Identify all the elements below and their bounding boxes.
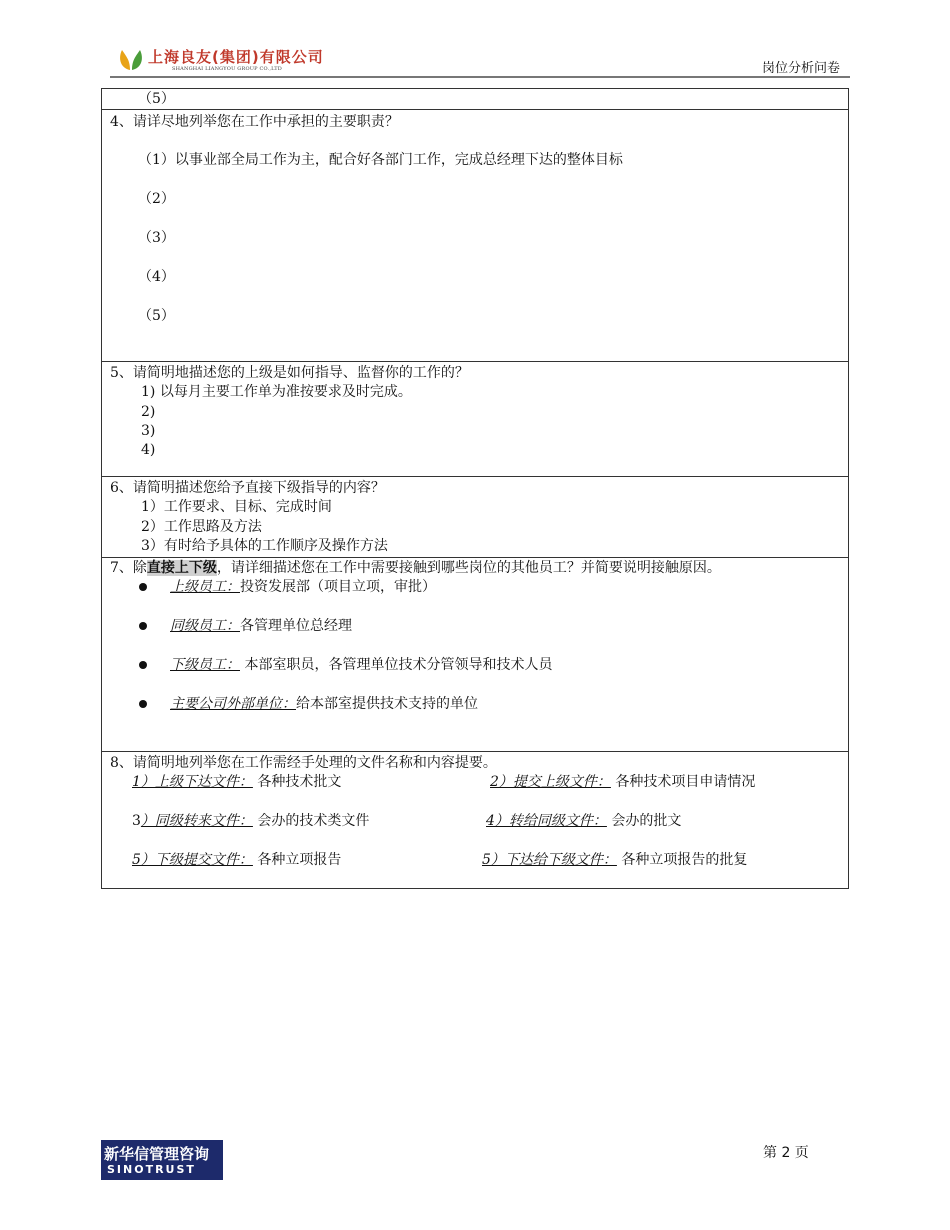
file-label: ）同级转来文件： (140, 813, 253, 829)
question-7-highlight: 直接上下级 (146, 560, 217, 576)
list-item: （5） (138, 91, 175, 107)
list-item: 3) (141, 423, 156, 439)
file-label: 4）转给同级文件： (486, 813, 607, 829)
section-q4 (102, 110, 848, 362)
file-text: 各种技术项目申请情况 (610, 774, 756, 790)
section-q7 (102, 558, 848, 752)
questionnaire-table (101, 88, 849, 889)
file-label: 1）上级下达文件： (132, 774, 253, 790)
file-text: 各种技术批文 (252, 774, 342, 790)
contact-label: 主要公司外部单位： (170, 696, 296, 712)
file-label: 5）下达给下级文件： (482, 852, 617, 868)
list-item: 1) 以每月主要工作单为准按要求及时完成。 (141, 384, 412, 400)
list-item: 2) (141, 404, 156, 420)
file-item (132, 812, 369, 830)
list-item: 4) (141, 442, 156, 458)
contact-item (170, 695, 478, 713)
list-item: （3） (138, 230, 175, 246)
contact-label: 上级员工： (170, 579, 240, 595)
contact-text: 投资发展部（项目立项，审批） (240, 579, 436, 595)
list-item: 2）工作思路及方法 (141, 519, 262, 535)
contact-item (170, 578, 436, 596)
contact-label: 下级员工： (170, 657, 240, 673)
list-item: 3）有时给予具体的工作顺序及操作方法 (141, 538, 388, 554)
company-name-en: SHANGHAI LIANGYOU GROUP CO.,LTD (172, 66, 282, 72)
section-q5 (102, 362, 848, 477)
list-item: 1）工作要求、目标、完成时间 (141, 499, 332, 515)
file-item (132, 851, 341, 869)
file-item (486, 812, 681, 830)
file-text: 会办的批文 (606, 813, 682, 829)
question-6: 6、请简明描述您给予直接下级指导的内容？ (110, 480, 385, 496)
list-item: （4） (138, 269, 175, 285)
file-text: 各种立项报告的批复 (616, 852, 748, 868)
list-item: （5） (138, 308, 175, 324)
bullet-icon (139, 700, 147, 708)
contact-text: 本部室职员，各管理单位技术分管领导和技术人员 (240, 657, 553, 673)
file-text: 会办的技术类文件 (252, 813, 370, 829)
file-label: 2）提交上级文件： (490, 774, 611, 790)
section-q6 (102, 477, 848, 558)
contact-label: 同级员工： (170, 618, 240, 634)
contact-item (170, 656, 552, 674)
file-item (490, 773, 755, 791)
file-number: 3 (132, 813, 141, 829)
bullet-icon (139, 583, 147, 591)
page-number: 第 2 页 (763, 1145, 809, 1161)
list-item: （1）以事业部全局工作为主，配合好各部门工作，完成总经理下达的整体目标 (138, 152, 623, 168)
document-title: 岗位分析问卷 (761, 61, 840, 76)
footer-logo-cn: 新华信管理咨询 (104, 1145, 210, 1163)
bullet-icon (139, 661, 147, 669)
bullet-icon (139, 622, 147, 630)
question-7-prefix: 7、除 (110, 560, 147, 576)
company-name-cn: 上海良友(集团)有限公司 (148, 48, 324, 66)
sinotrust-logo (101, 1140, 223, 1180)
file-item (132, 773, 341, 791)
page-header (110, 40, 850, 78)
question-8: 8、请简明地列举您在工作需经手处理的文件名称和内容提要。 (110, 755, 497, 771)
contact-item (170, 617, 352, 635)
contact-text: 给本部室提供技术支持的单位 (296, 696, 478, 712)
question-7-suffix: ，请详细描述您在工作中需要接触到哪些岗位的其他员工？并简要说明接触原因。 (216, 560, 721, 576)
list-item: （2） (138, 191, 175, 207)
question-4: 4、请详尽地列举您在工作中承担的主要职责？ (110, 114, 399, 130)
section-q8 (102, 752, 848, 888)
contact-text: 各管理单位总经理 (240, 618, 352, 634)
question-7 (110, 559, 721, 577)
question-5: 5、请简明地描述您的上级是如何指导、监督你的工作的？ (110, 365, 469, 381)
leaf-logo-icon (116, 48, 146, 72)
file-label: 5）下级提交文件： (132, 852, 253, 868)
section-3-tail (102, 89, 848, 110)
file-text: 各种立项报告 (252, 852, 342, 868)
file-item (482, 851, 747, 869)
footer-logo-en: SINOTRUST (107, 1163, 196, 1176)
